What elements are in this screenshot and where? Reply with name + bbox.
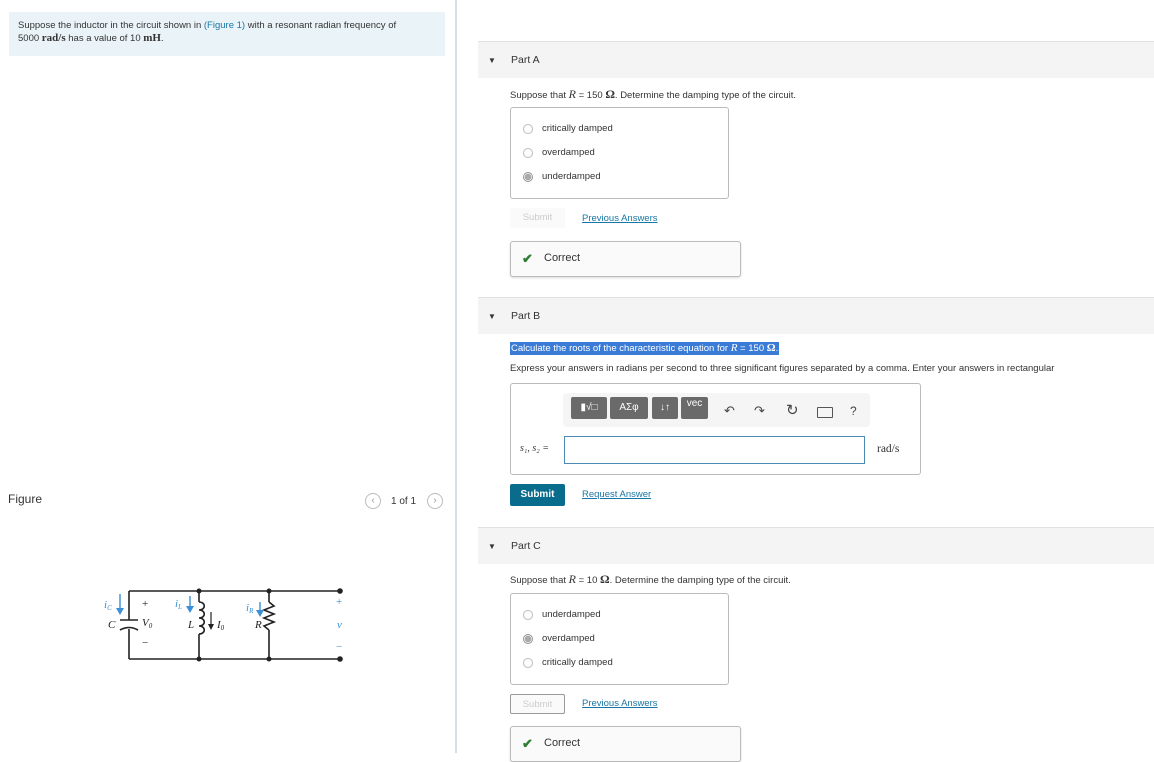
part-b-instructions: Express your answers in radians per second to three significant figures separated by a comma. Enter your answers in rectangular bbox=[510, 363, 1055, 374]
checkmark-icon: ✔ bbox=[522, 251, 533, 266]
circuit-diagram bbox=[100, 580, 360, 670]
frequency-value: 5000 bbox=[18, 33, 40, 44]
inductance-unit: mH bbox=[143, 32, 161, 44]
part-c-question: Suppose that R = 10 Ω. Determine the damping type of the circuit. bbox=[510, 572, 791, 586]
undo-icon[interactable]: ↶ bbox=[724, 403, 735, 418]
option-overdamped[interactable]: overdamped bbox=[523, 633, 595, 644]
label-plus: + bbox=[142, 598, 149, 610]
problem-text-1: Suppose the inductor in the circuit shown in bbox=[18, 20, 204, 31]
label-minus: − bbox=[142, 637, 149, 649]
collapse-arrow-icon: ▼ bbox=[488, 56, 496, 65]
greek-symbols-button[interactable]: ΑΣφ bbox=[610, 397, 648, 419]
part-a-previous-answers-link[interactable]: Previous Answers bbox=[582, 213, 658, 224]
part-b-header[interactable] bbox=[478, 297, 1154, 334]
collapse-arrow-icon: ▼ bbox=[488, 542, 496, 551]
option-critically-damped[interactable]: critically damped bbox=[523, 657, 613, 668]
checkmark-icon: ✔ bbox=[522, 736, 533, 751]
radio-button-selected[interactable] bbox=[523, 172, 533, 182]
problem-text-end: . bbox=[161, 33, 164, 44]
answer-unit: rad/s bbox=[877, 443, 900, 455]
answer-input[interactable] bbox=[564, 436, 865, 464]
terminal-bottom bbox=[337, 656, 343, 662]
option-critically-damped[interactable]: critically damped bbox=[523, 123, 613, 134]
part-a-header[interactable] bbox=[478, 41, 1154, 78]
label-R: R bbox=[255, 619, 262, 631]
subscript-button[interactable]: ↓↑ bbox=[652, 397, 678, 419]
part-a-options bbox=[510, 107, 729, 199]
figure-pager: 1 of 1 bbox=[391, 496, 417, 507]
request-answer-link[interactable]: Request Answer bbox=[582, 489, 652, 500]
label-C: C bbox=[108, 619, 116, 631]
reset-icon[interactable]: ↻ bbox=[786, 402, 799, 419]
help-button[interactable]: ? bbox=[850, 404, 857, 418]
part-a-feedback bbox=[510, 241, 741, 277]
label-iL: iL bbox=[175, 598, 182, 611]
problem-text-3: has a value of 10 bbox=[65, 33, 144, 44]
part-b-title: Part B bbox=[511, 310, 541, 322]
part-c-title: Part C bbox=[511, 540, 541, 552]
part-c-options bbox=[510, 593, 729, 685]
problem-text-2: with a resonant radian frequency of bbox=[245, 20, 397, 31]
prev-figure-button[interactable] bbox=[365, 493, 381, 509]
label-V0: V0 bbox=[142, 617, 153, 630]
label-L: L bbox=[188, 619, 195, 631]
part-c-feedback bbox=[510, 726, 741, 762]
feedback-text: Correct bbox=[544, 737, 581, 749]
option-underdamped[interactable]: underdamped bbox=[523, 171, 601, 182]
label-v: v bbox=[337, 619, 342, 631]
figure-label: Figure bbox=[8, 492, 43, 506]
label-iR: iR bbox=[246, 602, 254, 615]
figure-link[interactable]: (Figure 1) bbox=[203, 20, 246, 31]
part-c-submit-button[interactable]: Submit bbox=[510, 694, 565, 714]
part-b-question: Calculate the roots of the characteristic equation for R = 150 Ω. bbox=[511, 342, 779, 354]
part-a-title: Part A bbox=[511, 54, 540, 66]
radio-button[interactable] bbox=[523, 124, 533, 134]
label-I0: I0 bbox=[217, 619, 225, 632]
answer-label: s₁, s₂ = bbox=[520, 443, 549, 454]
label-ic: iC bbox=[104, 599, 112, 612]
label-v-plus: + bbox=[336, 596, 343, 608]
collapse-arrow-icon: ▼ bbox=[488, 312, 496, 321]
part-a-submit-button[interactable]: Submit bbox=[510, 208, 565, 228]
part-a-question: Suppose that R = 150 Ω. Determine the damping type of the circuit. bbox=[510, 87, 797, 101]
part-c-header[interactable] bbox=[478, 527, 1154, 564]
chevron-right-icon: › bbox=[433, 495, 437, 506]
radio-button[interactable] bbox=[523, 658, 533, 668]
radio-button[interactable] bbox=[523, 148, 533, 158]
template-button[interactable]: ▮√□ bbox=[571, 397, 607, 419]
next-figure-button[interactable] bbox=[427, 493, 443, 509]
redo-icon[interactable]: ↷ bbox=[754, 403, 765, 418]
option-underdamped[interactable]: underdamped bbox=[523, 609, 601, 620]
part-c-previous-answers-link[interactable]: Previous Answers bbox=[582, 698, 658, 709]
terminal-top bbox=[337, 588, 343, 594]
radio-button-selected[interactable] bbox=[523, 634, 533, 644]
vector-button[interactable]: vec bbox=[681, 397, 708, 419]
radio-button[interactable] bbox=[523, 610, 533, 620]
option-overdamped[interactable]: overdamped bbox=[523, 147, 595, 158]
chevron-left-icon: ‹ bbox=[371, 495, 375, 506]
feedback-text: Correct bbox=[544, 252, 581, 264]
part-b-submit-button[interactable]: Submit bbox=[510, 484, 565, 506]
label-v-minus: − bbox=[336, 641, 343, 653]
panel-divider bbox=[455, 0, 457, 753]
keyboard-icon[interactable] bbox=[817, 407, 833, 418]
frequency-unit: rad/s bbox=[41, 32, 66, 44]
problem-statement bbox=[9, 12, 445, 56]
